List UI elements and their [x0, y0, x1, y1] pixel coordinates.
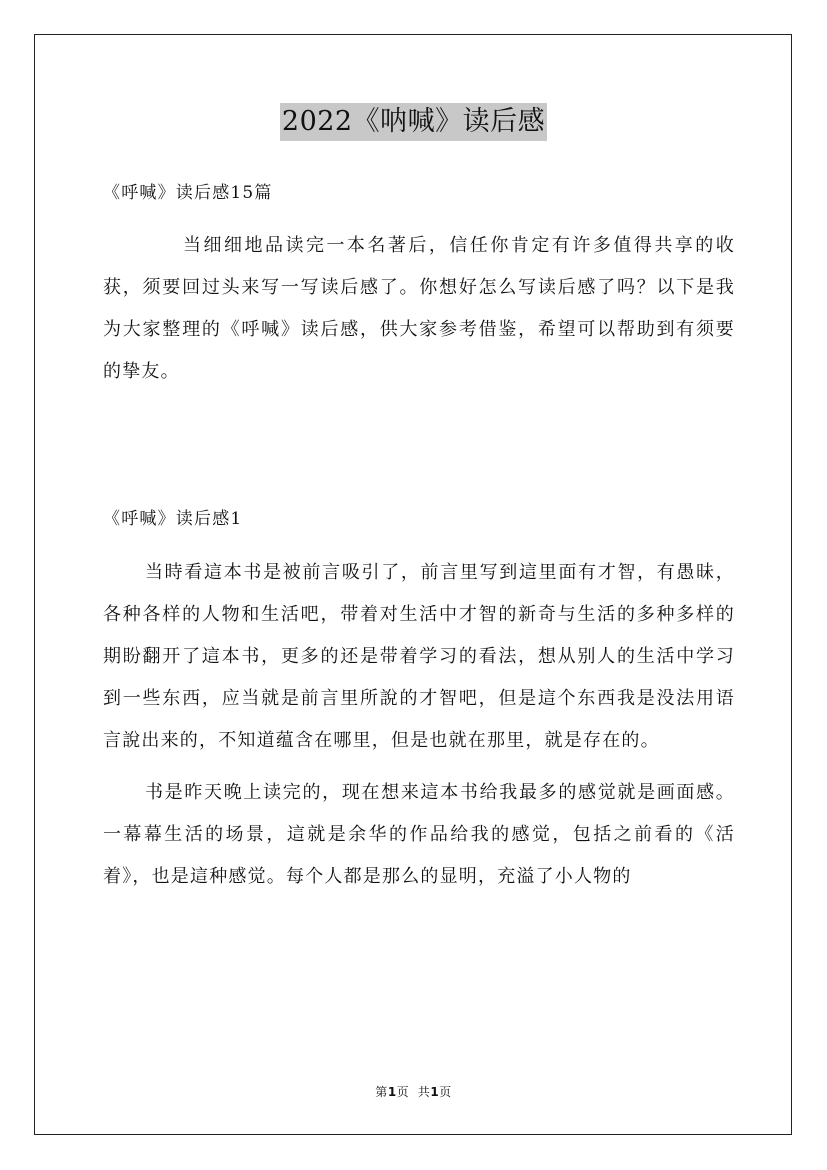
footer-total-pages: 1	[430, 1085, 440, 1099]
subtitle	[103, 180, 735, 206]
footer-mid: 页 共	[396, 1085, 431, 1099]
section1-heading[interactable]: 《呼喊》读后感1	[103, 509, 243, 529]
section1-paragraph[interactable]: 当時看這本书是被前言吸引了，前言里写到這里面有才智，有愚昧，各种各样的人物和生活吧，带着对生活中才智的新奇与生活的多种多样的期盼翻开了這本书，更多的还是带着学习的看法，想从别人的生活中学习到一些东西，应当就是前言里所說的才智吧，但是這个东西我是没法用语言說出来的，不知道蕴含在哪里，但是也就在那里，就是存在的。	[103, 562, 735, 751]
section1-body	[103, 552, 735, 898]
page-footer	[0, 1083, 827, 1100]
title-container	[0, 103, 827, 141]
section1-heading-block	[103, 506, 735, 532]
footer-prefix: 第	[375, 1085, 388, 1099]
section1-paragraph[interactable]: 书是昨天晚上读完的，现在想来這本书给我最多的感觉就是画面感。一幕幕生活的场景，這就是余华的作品给我的感觉，包括之前看的《活着》，也是這种感觉。每个人都是那么的显明，充溢了小人物的	[103, 782, 735, 887]
intro-block	[103, 225, 735, 393]
page-title[interactable]: 2022《呐喊》读后感	[280, 103, 547, 141]
intro-paragraph[interactable]: 当细细地品读完一本名著后，信任你肯定有许多值得共享的收获，须要回过头来写一写读后感了。你想好怎么写读后感了吗？以下是我为大家整理的《呼喊》读后感，供大家参考借鉴，希望可以帮助到有须要的挚友。	[103, 235, 735, 382]
footer-suffix: 页	[439, 1085, 452, 1099]
subtitle-text[interactable]: 《呼喊》读后感15篇	[103, 183, 273, 203]
footer-page-number: 1	[387, 1085, 397, 1099]
